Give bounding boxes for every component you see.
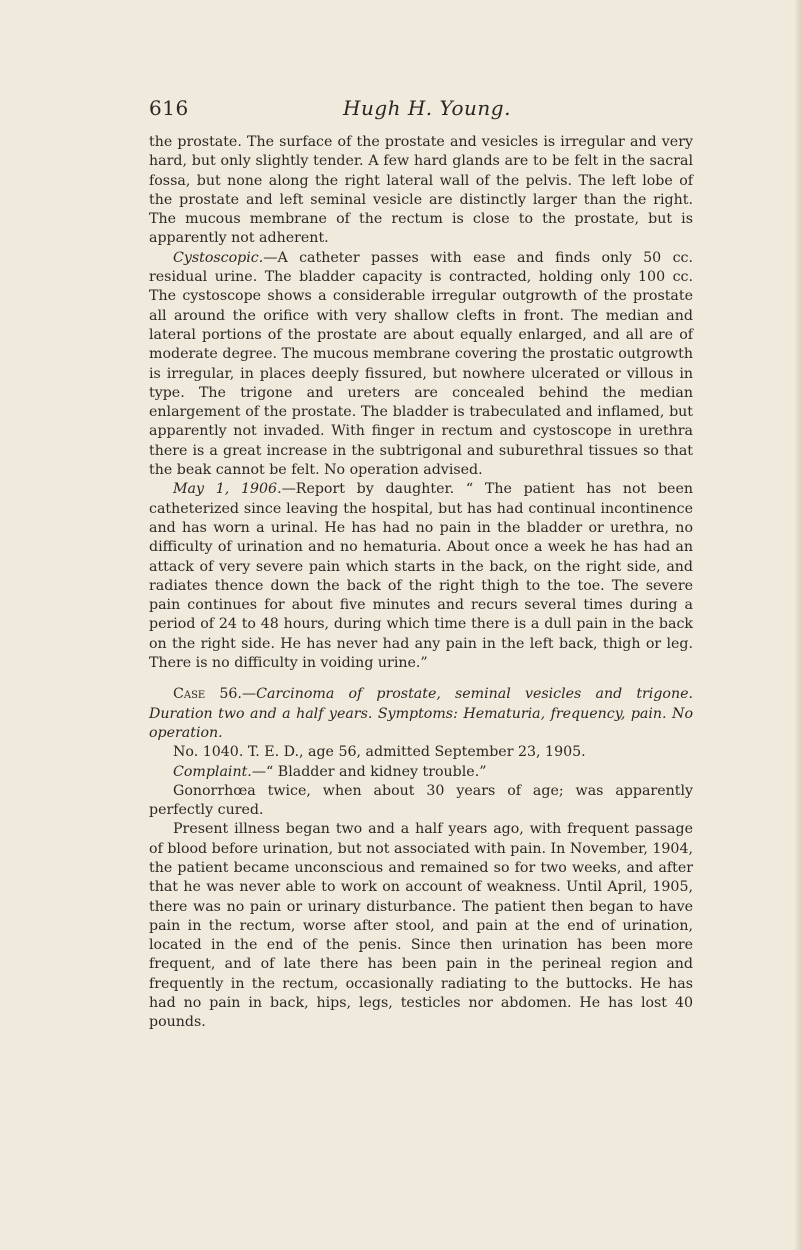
- case-heading: [149, 685, 693, 743]
- paragraph-text: —“ Bladder and kidney trouble.”: [251, 763, 487, 780]
- page-edge: [794, 0, 801, 1250]
- paragraph-report: [149, 480, 693, 673]
- case-dash: —: [241, 686, 257, 703]
- running-head: [0, 96, 801, 120]
- paragraph-cystoscopic: [149, 249, 693, 481]
- case-label: Case 56.: [173, 686, 242, 703]
- paragraph-lead: Complaint.: [173, 763, 252, 780]
- paragraph-present-illness: [149, 820, 693, 1032]
- paragraph-lead: Cystoscopic.: [173, 249, 264, 266]
- running-title: Hugh H. Young.: [343, 96, 511, 120]
- paragraph-lead: May 1, 1906.: [173, 481, 282, 498]
- body-text: [149, 133, 693, 1033]
- paragraph-admission: [149, 743, 693, 762]
- paragraph-text: No. 1040. T. E. D., age 56, admitted September 23, 1905.: [173, 744, 586, 761]
- paragraph-text: Present illness began two and a half years ago, with frequent passage of blood before urination, but not associated with pain. In November, 1904, the patient became unconscious and remained so for two weeks, and after that he was never able to work on account of weakness. Until April, 1905, there was no pain or urinary disturbance. The patient then began to have pain in the rectum, worse after stool, and pain at the end of urination, located in the end of the penis. Since then urination has been more frequent, and of late there has been pain in the perineal region and frequently in the rectum, occasionally radiating to the buttocks. He has had no pain in back, hips, legs, testicles nor abdomen. He has lost 40 pounds.: [149, 821, 693, 1031]
- paragraph-prostate-exam: [149, 133, 693, 249]
- case-title: Carcinoma of prostate, seminal vesicles and trigone. Duration two and a half years. Symptoms: Hematuria, frequency, pain. No operation.: [149, 686, 694, 741]
- paragraph-complaint: [149, 763, 693, 782]
- paragraph-history: [149, 782, 693, 821]
- page-number: 616: [149, 96, 189, 120]
- paragraph-text: Gonorrhœa twice, when about 30 years of age; was apparently perfectly cured.: [149, 782, 693, 819]
- paragraph-text: the prostate. The surface of the prostate and vesicles is irregular and very hard, but only slightly tender. A few hard glands are to be felt in the sacral fossa, but none along the right lateral wall of the pelvis. The left lobe of the prostate and left seminal vesicle are distinctly larger than the right. The mucous membrane of the rectum is close to the prostate, but is apparently not adherent.: [149, 134, 693, 247]
- paragraph-text: —Report by daughter. “ The patient has not been catheterized since leaving the hospital, but has had continual incontinence and has worn a urinal. He has had no pain in the bladder or urethra, no difficulty of urination and no hematuria. About once a week he has had an attack of very severe pain which starts in the back, on the right side, and radiates thence down the back of the right thigh to the toe. The severe pain continues for about five minutes and recurs several times during a period of 24 to 48 hours, during which time there is a dull pain in the back on the right side. He has never had any pain in the left back, thigh or leg. There is no difficulty in voiding urine.”: [149, 481, 693, 672]
- paragraph-text: —A catheter passes with ease and finds only 50 cc. residual urine. The bladder capacity is contracted, holding only 100 cc. The cystoscope shows a considerable irregular outgrowth of the prostate all around the orifice with very shallow clefts in front. The median and lateral portions of the prostate are about equally enlarged, and all are of moderate degree. The mucous membrane covering the prostatic outgrowth is irregular, in places deeply fissured, but nowhere ulcerated or villous in type. The trigone and ureters are concealed behind the median enlargement of the prostate. The bladder is trabeculated and inflamed, but apparently not invaded. With finger in rectum and cystoscope in urethra there is a great increase in the subtrigonal and suburethral tissues so that the beak cannot be felt. No operation advised.: [149, 249, 693, 479]
